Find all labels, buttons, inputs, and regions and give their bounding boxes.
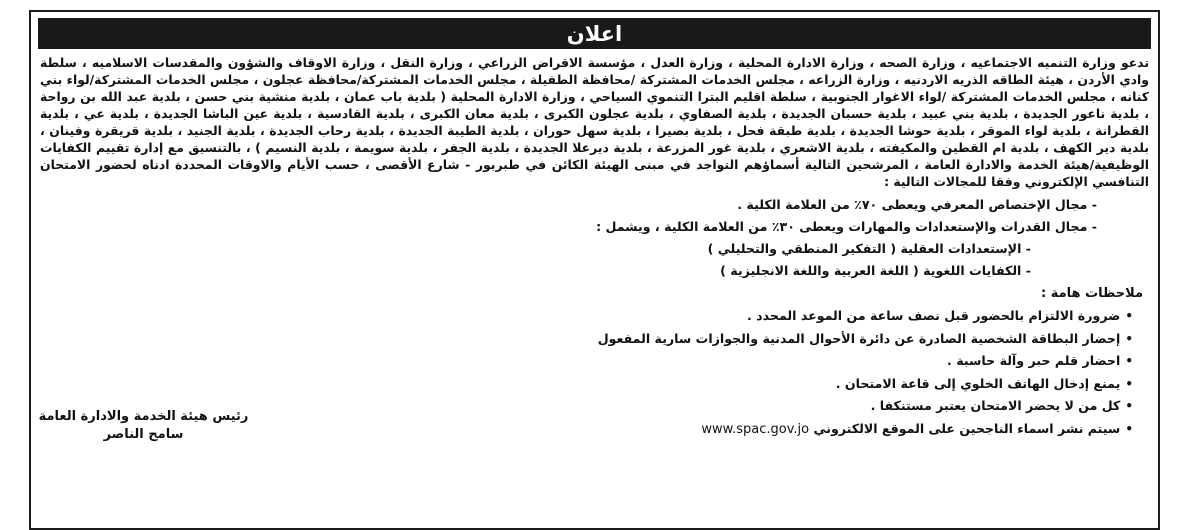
bullet-icon: • bbox=[1125, 354, 1133, 368]
page-title: اعلان bbox=[566, 21, 623, 46]
note-text: كل من لا يحضر الامتحان يعتبر مستنكفا . bbox=[870, 398, 1121, 413]
note-text: ضرورة الالتزام بالحضور قبل نصف ساعة من الموعد المحدد . bbox=[746, 308, 1121, 323]
signature-title: رئيس هيئة الخدمة والادارة العامة bbox=[38, 409, 249, 424]
note-text: يمنع إدخال الهاتف الخلوي إلى قاعة الامتحان . bbox=[835, 375, 1121, 391]
list-item-note bbox=[40, 305, 1133, 328]
bullet-icon: • bbox=[1125, 331, 1133, 346]
signature-name: سامح الناصر bbox=[103, 427, 184, 442]
notes-header: ملاحظات هامة : bbox=[1041, 286, 1143, 301]
list-item-note bbox=[40, 373, 1133, 396]
note-text: احضار قلم حبر وآلة حاسبة . bbox=[947, 353, 1121, 368]
bullet-icon: • bbox=[1125, 399, 1133, 413]
announcement-content bbox=[31, 49, 1158, 441]
announcement-title-bar bbox=[38, 18, 1151, 49]
bullet-icon: • bbox=[1125, 421, 1133, 436]
list-item-language-competencies: - الكفايات اللغوية ( اللغة العربية واللغة الانجليزية ) bbox=[720, 263, 1031, 278]
list-item-note bbox=[40, 328, 1133, 351]
signature-block bbox=[36, 408, 251, 444]
list-item-mental-readiness: - الإستعدادات العقلية ( التفكير المنطقي والتحليلي ) bbox=[707, 241, 1031, 256]
exam-fields-list bbox=[40, 194, 1149, 282]
note-text: إحضار البطاقة الشخصية الصادرة عن دائرة الأحوال المدنية والجوازات سارية المفعول bbox=[597, 330, 1121, 346]
announcement-body-paragraph: تدعو وزارة التنميه الاجتماعيه ، وزارة الصحه ، وزارة الادارة المحلية ، وزارة العدل ، مؤسسة الاقراض الزراعي ، وزارة النقل ، وزارة الاوقاف والشؤون والمقدسات الاسلاميه ، سلطة وادي الأردن ، هيئة الطاقه الذريه الاردنيه ، وزارة الزراعه ، مجلس الخدمات المشتركة /محافظة الطفيلة ، مجلس الخدمات المشتركة/محافظة عجلون ، مجلس الخدمات المشتركة/لواء بني كنانه ، مجلس الخدمات المشتركة /لواء الاغوار الجنوبية ، سلطة اقليم البترا التنموي السياحي ، وزارة الادارة المحلية ( بلدية باب عمان ، بلدية منشية بني حسن ، بلدية عبد الله بن رواحة ، بلدية ناعور الجديدة ، بلدية بني عبيد ، بلدية حسبان الجديدة ، بلدية الصفاوي ، بلدية عجلون الكبرى ، بلدية معان الكبرى ، بلدية القادسية ، بلدية عين الباشا الجديدة ، بلدية عي ، بلدية القطرانة ، بلدية لواء الموقر ، بلدية حوشا الجديدة ، بلدية طبقة فحل ، بلدية بصيرا ، بلدية سهل حوران ، بلدية الطيبة الجديدة ، بلدية رحاب الجديدة ، بلدية الجنيد ، بلدية قريقرة وفينان ، بلدية دير الكهف ، بلدية ام القطين والمكيفته ، بلدية الاشعري ، بلدية غور المزرعة ، بلدية ديرعلا الجديدة ، بلدية الجفر ، بلدية سويمة ، بلدية النسيم ) ، بالتنسيق مع إدارة تقييم الكفايات الوظيفية/هيئة الخدمة والادارة العامة ، المرشحين التالية أسماؤهم التواجد في مبنى الهيئة الكائن في طبربور - شارع الأقصى ، حسب الأيام والاوقات المحددة ادناه لحضور الامتحان التنافسي الإلكتروني وفقا للمجالات التالية : bbox=[40, 55, 1149, 189]
list-item-knowledge-field: - مجال الإختصاص المعرفي ويعطى ٧٠٪ من العلامة الكلية . bbox=[737, 197, 1097, 212]
list-item-abilities-field: - مجال القدرات والإستعدادات والمهارات ويعطى ٣٠٪ من العلامة الكلية ، ويشمل : bbox=[596, 219, 1097, 234]
website-url-text: www.spac.gov.jo bbox=[701, 421, 810, 437]
announcement-frame bbox=[29, 10, 1160, 530]
bullet-icon: • bbox=[1125, 309, 1133, 323]
bullet-icon: • bbox=[1125, 376, 1133, 391]
note-text: سيتم نشر اسماء الناجحين على الموقع الالكتروني bbox=[809, 420, 1121, 436]
list-item-note bbox=[40, 350, 1133, 373]
